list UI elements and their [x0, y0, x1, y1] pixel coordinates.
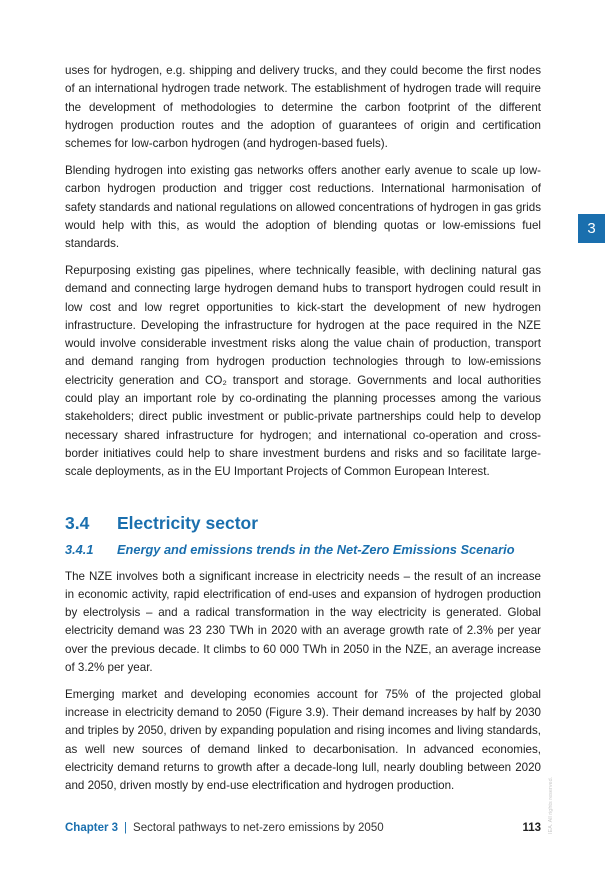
- copyright-watermark: IEA. All rights reserved.: [548, 776, 554, 834]
- page-body: [65, 62, 541, 804]
- footer-chapter: Chapter 3: [65, 822, 119, 834]
- body-paragraph: uses for hydrogen, e.g. shipping and delivery trucks, and they could become the first nodes of an international hydrogen trade network. The establishment of hydrogen trade will require the development of methodologies to determine the carbon footprint of the different hydrogen production routes and the adoption of guarantees of origin and certification schemes for low-carbon hydrogen (and hydrogen-based fuels).: [65, 64, 541, 151]
- body-paragraph: Blending hydrogen into existing gas networks offers another early avenue to scale up low-carbon hydrogen production and trigger cost reductions. International harmonisation of safety standards and national regulations on allowed concentrations of hydrogen in gas grids would help with this, as would the adoption of blending quotas or low-emissions fuel standards.: [65, 163, 541, 251]
- footer-title: Sectoral pathways to net-zero emissions by 2050: [133, 822, 384, 834]
- section-title: Electricity sector: [117, 512, 259, 533]
- subsection-number: 3.4.1: [65, 541, 94, 557]
- body-paragraph: Emerging market and developing economies account for 75% of the projected global increase in electricity demand to 2050 (Figure 3.9). Their demand increases by half by 2030 and triples by 2050, driven by expanding population and rising incomes and living standards, as well new sources of demand linked to decarbonisation. In advanced economies, electricity demand returns to growth after a decade-long lull, nearly doubling between 2020 and 2050, driven mostly by end-use electrification and hydrogen production.: [65, 687, 541, 793]
- page-footer: [65, 821, 541, 835]
- subsection-title: Energy and emissions trends in the Net-Zero Emissions Scenario: [117, 541, 515, 557]
- section-number: 3.4: [65, 512, 90, 533]
- chapter-tab: 3: [578, 214, 605, 243]
- subsection-heading: [65, 541, 541, 559]
- body-paragraph: Repurposing existing gas pipelines, where technically feasible, with declining natural gas demand and connecting large hydrogen demand hubs to transport hydrogen could result in low cost and low regret opportunities to kick-start the development of new hydrogen infrastructure. Developing the infrastructure for hydrogen at the pace required in the NZE would involve considerable investment risks along the value chain of production, transport and demand ranging from hydrogen production technologies through to low-emissions electricity generation and CO₂ transport and storage. Governments and local authorities could play an important role by co-ordinating the planning processes among the various stakeholders; direct public investment or public-private partnerships could help to develop necessary shared infrastructure for hydrogen; and international co-operation and cross-border initiatives could help to share investment burdens and risks and so facilitate large-scale deployments, as in the EU Important Projects of Common European Interest.: [65, 263, 541, 479]
- body-paragraph: The NZE involves both a significant increase in electricity needs – the result of an increase in economic activity, rapid electrification of end-uses and expansion of hydrogen production by electrolysis – and a radical transformation in the way electricity is generated. Global electricity demand was 23 230 TWh in 2020 with an average growth rate of 2.3% per year over the previous decade. It climbs to 60 000 TWh in 2050 in the NZE, an average increase of 3.2% per year.: [65, 569, 541, 675]
- footer-separator: |: [124, 822, 128, 834]
- section-heading: [65, 512, 541, 534]
- page-number: 113: [522, 822, 541, 834]
